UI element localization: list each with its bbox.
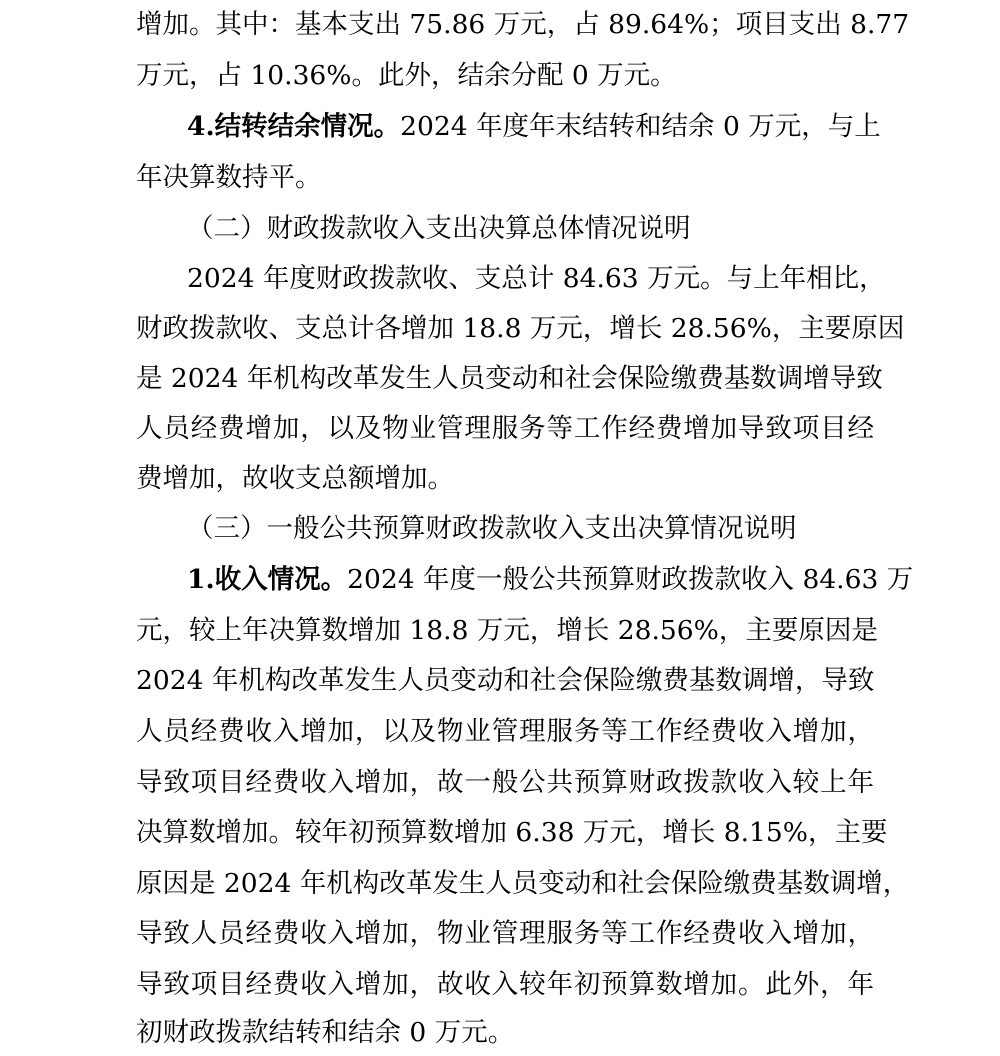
paragraph-line: 年决算数持平。 [136, 162, 322, 193]
paragraph-line: 导致项目经费收入增加，故一般公共预算财政拨款收入较上年 [136, 767, 874, 798]
paragraph-line: 原因是 2024 年机构改革发生人员变动和社会保险缴费基数调增， [136, 868, 910, 899]
section-heading: （二）财政拨款收入支出决算总体情况说明 [187, 213, 691, 244]
paragraph-line: 4.结转结余情况。2024 年度年末结转和结余 0 万元，与上 [187, 111, 881, 142]
subheading-carryover: 4.结转结余情况。 [187, 111, 401, 142]
paragraph-line: 人员经费增加，以及物业管理服务等工作经费增加导致项目经 [136, 413, 874, 444]
paragraph-line: 增加。其中：基本支出 75.86 万元，占 89.64%；项目支出 8.77 [136, 9, 910, 40]
paragraph-line: 元，较上年决算数增加 18.8 万元，增长 28.56%，主要原因是 [136, 615, 878, 646]
paragraph-line: 1.收入情况。2024 年度一般公共预算财政拨款收入 84.63 万 [187, 564, 914, 595]
paragraph-line: 导致人员经费收入增加，物业管理服务等工作经费收入增加， [136, 918, 874, 949]
paragraph-line: 万元，占 10.36%。此外，结余分配 0 万元。 [136, 60, 677, 91]
paragraph-line: 决算数增加。较年初预算数增加 6.38 万元，增长 8.15%，主要 [136, 817, 888, 848]
paragraph-line: 导致项目经费收入增加，故收入较年初预算数增加。此外，年 [136, 969, 874, 1000]
paragraph-line: 财政拨款收、支总计各增加 18.8 万元，增长 28.56%，主要原因 [136, 313, 905, 344]
subheading-income: 1.收入情况。 [187, 564, 348, 595]
section-heading: （三）一般公共预算财政拨款收入支出决算情况说明 [187, 513, 797, 544]
paragraph-line: 人员经费收入增加，以及物业管理服务等工作经费收入增加， [136, 716, 874, 747]
paragraph-line: 是 2024 年机构改革发生人员变动和社会保险缴费基数调增导致 [136, 363, 883, 394]
paragraph-line: 初财政拨款结转和结余 0 万元。 [136, 1017, 515, 1048]
paragraph-line: 费增加，故收支总额增加。 [136, 463, 454, 494]
paragraph-line: 2024 年度财政拨款收、支总计 84.63 万元。与上年相比， [187, 263, 886, 294]
paragraph-line: 2024 年机构改革发生人员变动和社会保险缴费基数调增，导致 [136, 665, 875, 696]
